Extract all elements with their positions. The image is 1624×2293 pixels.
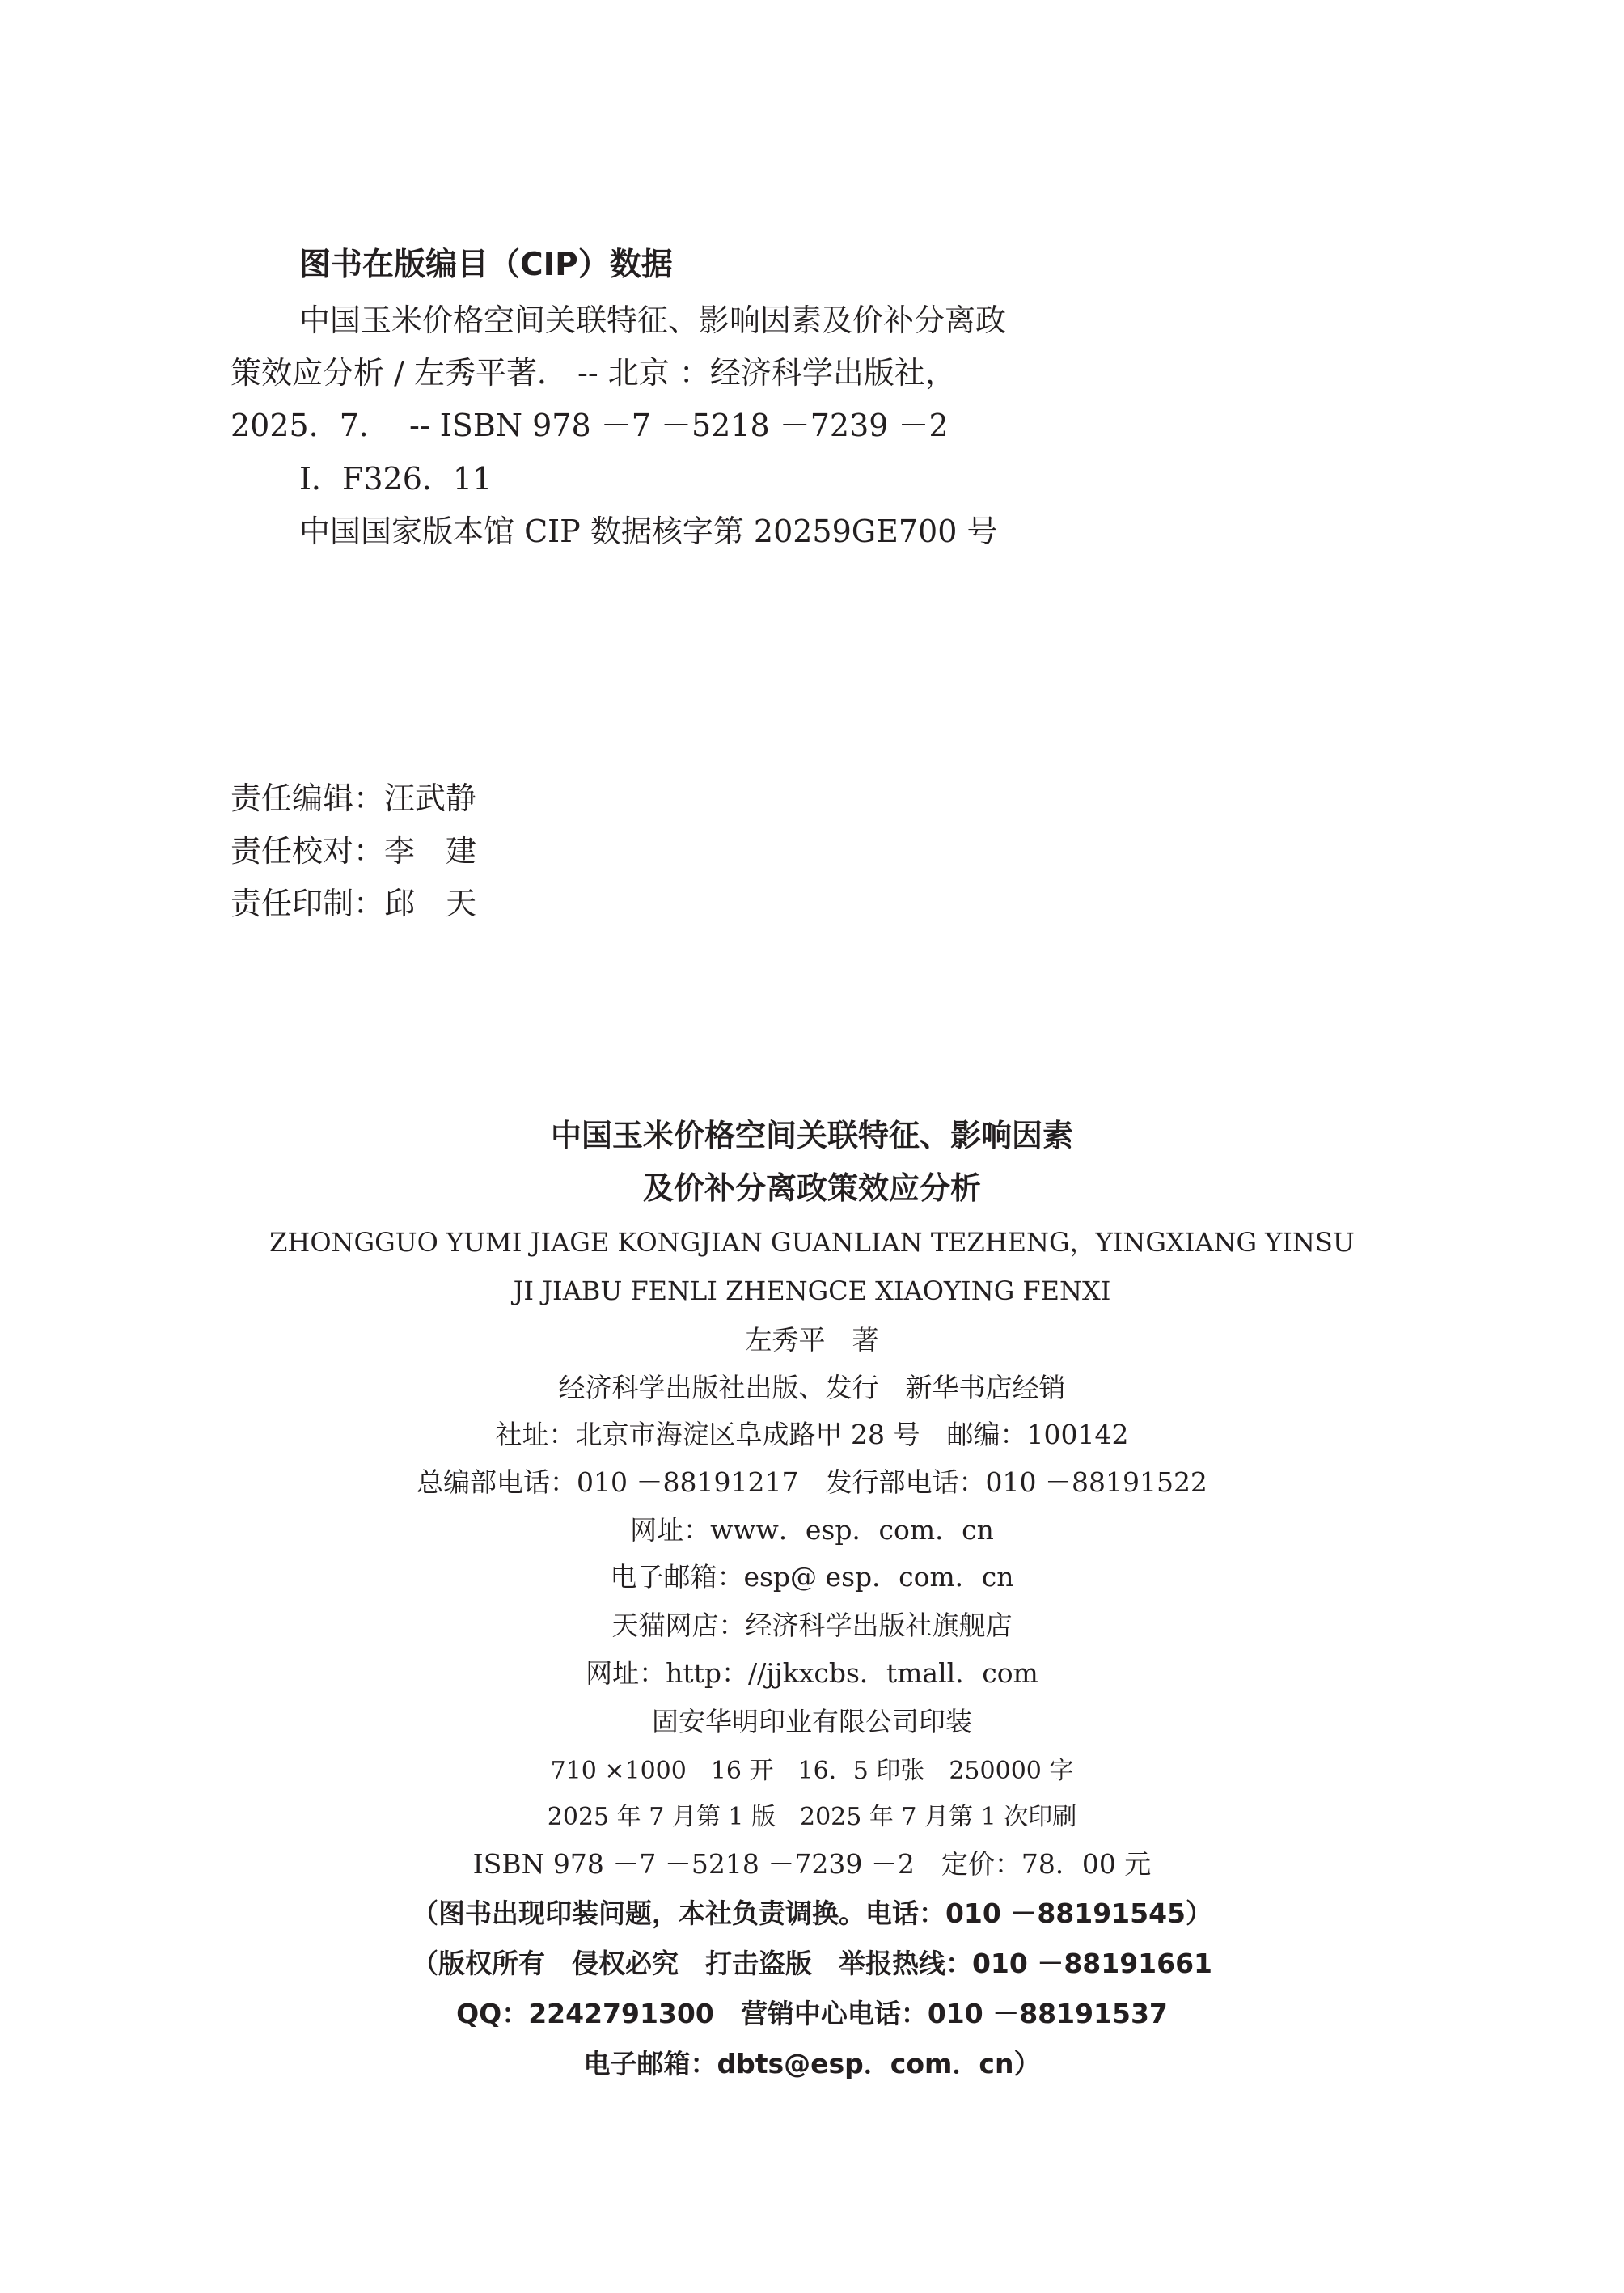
book-title-line-2: 及价补分离政策效应分析 bbox=[642, 1170, 981, 1206]
notice-contacts: QQ：2242791300 营销中心电话：010 －88191537 bbox=[456, 1998, 1168, 2029]
tmall-store: 天猫网店：经济科学出版社旗舰店 bbox=[611, 1610, 1013, 1641]
responsible-editor: 责任编辑：汪武静 bbox=[230, 781, 477, 816]
cip-line-classification: Ⅰ．F326．11 bbox=[299, 461, 493, 497]
edition-info: 2025 年 7 月第 1 版 2025 年 7 月第 1 次印刷 bbox=[547, 1803, 1077, 1831]
isbn-price: ISBN 978 －7 －5218 －7239 －2 定价：78．00 元 bbox=[472, 1848, 1152, 1880]
notice-copyright: （版权所有 侵权必究 打击盗版 举报热线：010 －88191661 bbox=[411, 1948, 1213, 1979]
responsible-proofreader: 责任校对：李 建 bbox=[230, 833, 477, 869]
book-title-line-1: 中国玉米价格空间关联特征、影响因素 bbox=[550, 1118, 1073, 1153]
cip-line-record-number: 中国国家版本馆 CIP 数据核字第 20259GE700 号 bbox=[299, 514, 998, 549]
book-format: 710 ×1000 16 开 16．5 印张 250000 字 bbox=[550, 1757, 1074, 1785]
cip-heading: 图书在版编目（CIP）数据 bbox=[299, 247, 673, 283]
publisher: 经济科学出版社出版、发行 新华书店经销 bbox=[558, 1372, 1066, 1403]
cip-line-date-isbn: 2025．7． -- ISBN 978 －7 －5218 －7239 －2 bbox=[230, 408, 949, 443]
book-title-pinyin-line-2: JI JIABU FENLI ZHENGCE XIAOYING FENXI bbox=[513, 1276, 1111, 1306]
printer: 固安华明印业有限公司印装 bbox=[652, 1706, 972, 1737]
website: 网址：www．esp．com．cn bbox=[630, 1514, 994, 1546]
notice-print-issues: （图书出现印装问题，本社负责调换。电话：010 －88191545） bbox=[411, 1897, 1213, 1929]
email: 电子邮箱：esp@ esp．com．cn bbox=[610, 1561, 1014, 1593]
phone-numbers: 总编部电话：010 －88191217 发行部电话：010 －88191522 bbox=[417, 1466, 1207, 1498]
author: 左秀平 著 bbox=[745, 1324, 879, 1356]
responsible-printing: 责任印制：邱 天 bbox=[230, 886, 477, 921]
notice-email: 电子邮箱：dbts@esp．com．cn） bbox=[583, 2048, 1041, 2079]
cip-line-author-publisher: 策效应分析 / 左秀平著． -- 北京 ：经济科学出版社， bbox=[230, 355, 956, 391]
cip-line-title: 中国玉米价格空间关联特征、影响因素及价补分离政 bbox=[299, 302, 1007, 338]
tmall-url: 网址：http：//jjkxcbs．tmall．com bbox=[586, 1657, 1038, 1689]
address: 社址：北京市海淀区阜成路甲 28 号 邮编：100142 bbox=[495, 1419, 1129, 1450]
book-title-pinyin-line-1: ZHONGGUO YUMI JIAGE KONGJIAN GUANLIAN TEZHENG，YINGXIANG YINSU bbox=[269, 1227, 1355, 1258]
